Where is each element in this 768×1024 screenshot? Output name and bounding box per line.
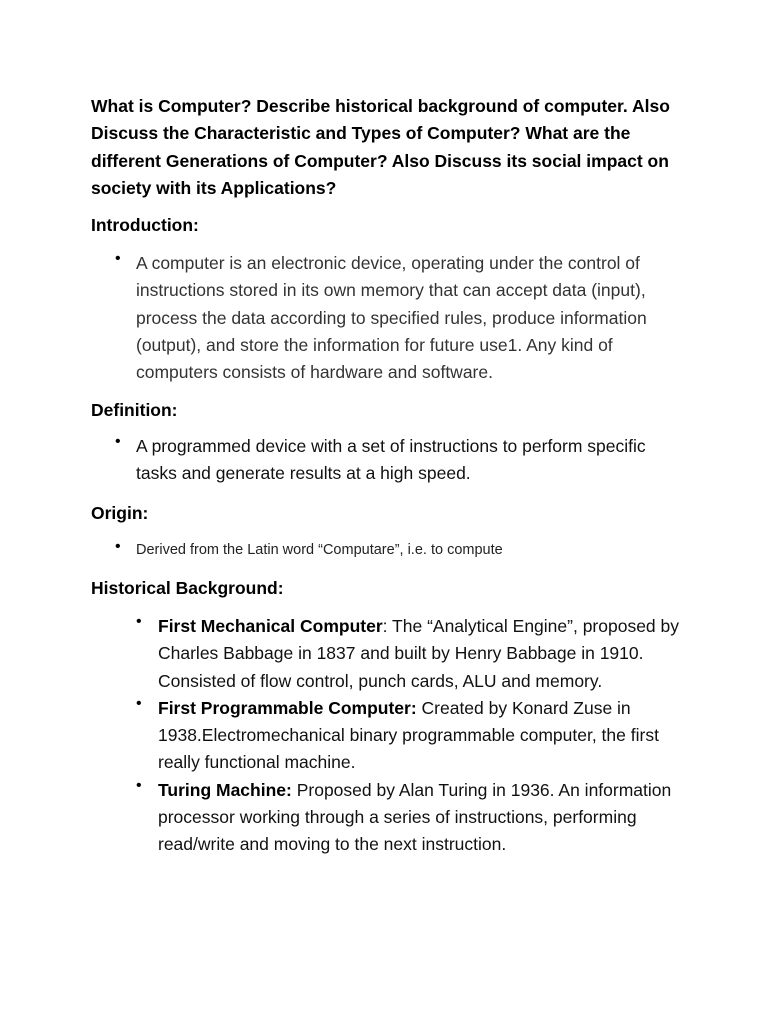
item-label: First Programmable Computer: [158,697,417,718]
item-label: First Mechanical Computer [158,616,383,636]
item-label: Turing Machine: [158,779,292,800]
definition-list [115,433,655,488]
list-item [136,613,681,695]
definition-heading: Definition: [91,400,178,420]
bullet-icon: • [136,694,142,712]
origin-list [115,540,675,560]
introduction-heading: Introduction: [91,215,199,235]
item-text: Created by Konard Zuse in 1938.Electromechanical binary programmable computer, the first really functional machine. [158,697,659,773]
document-title: What is Computer? Describe historical background of computer. Also Discuss the Characteristic and Types of Computer? What are the different Generations of Computer? Also Discuss its social impact on society with its Applications? [91,96,670,198]
definition-text: A programmed device with a set of instructions to perform specific tasks and generate results at a high speed. [136,436,646,484]
list-item [136,777,681,859]
bullet-icon: • [115,538,121,555]
bullet-icon: • [115,433,121,450]
introduction-list [115,250,675,386]
list-item [115,250,675,386]
list-item [115,433,655,488]
bullet-icon: • [136,776,142,794]
list-item [115,540,675,560]
introduction-text: A computer is an electronic device, operating under the control of instructions stored in its own memory that can accept data (input), process the data according to specified rules, produce information (output), and store the information for future use1. Any kind of computers consists of hardware and software. [136,253,647,383]
origin-text: Derived from the Latin word “Computare”, i.e. to compute [136,542,503,558]
historical-heading: Historical Background: [91,578,284,598]
bullet-icon: • [115,250,121,267]
item-text: : The “Analytical Engine”, proposed by Charles Babbage in 1837 and built by Henry Babbage in 1910. Consisted of flow control, punch cards, ALU and memory. [158,616,680,691]
bullet-icon: • [136,613,142,630]
item-text: Proposed by Alan Turing in 1936. An information processor working through a series of instructions, performing read/write and moving to the next instruction. [158,779,672,855]
historical-list [136,613,681,859]
list-item [136,695,681,777]
origin-heading: Origin: [91,503,149,523]
